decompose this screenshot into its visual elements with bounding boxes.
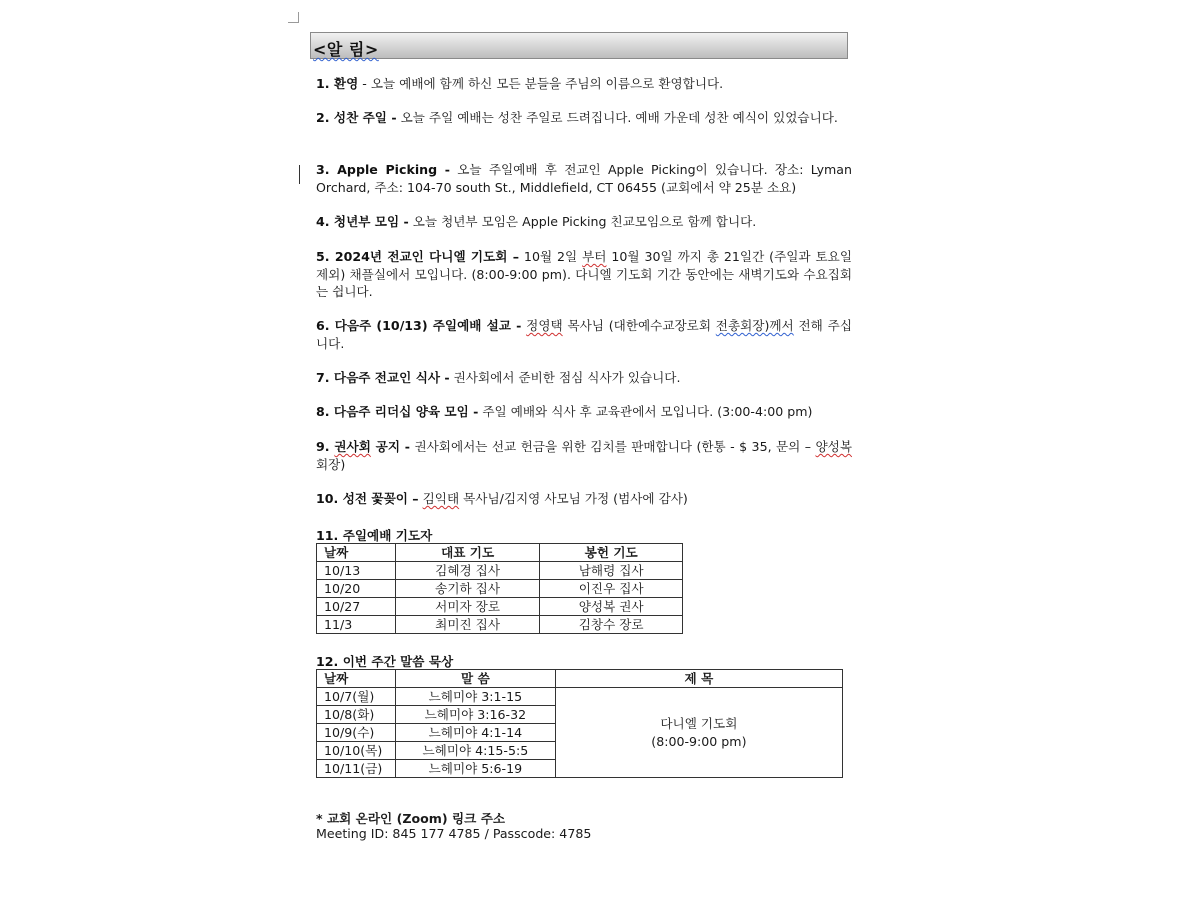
notice-2-text: 오늘 주일 예배는 성찬 주일로 드려집니다. 예배 가운데 성찬 예식이 있었습니다. xyxy=(396,110,838,125)
table-row: 10/11(금) 느헤미야 5:6-19 xyxy=(317,760,843,778)
notice-8-label: 8. 다음주 리더십 양육 모임 - xyxy=(316,404,479,419)
table-row: 10/9(수) 느헤미야 4:1-14 xyxy=(317,724,843,742)
notice-9: 9. 권사회 공지 - 권사회에서는 선교 헌금을 위한 김치를 판매합니다 (한통 - $ 35, 문의 – 양성복 회장) xyxy=(316,439,852,472)
prayer-table xyxy=(316,543,683,634)
notice-1: 1. 환영 - 오늘 예배에 함께 하신 모든 분들을 주님의 이름으로 환영합니다. xyxy=(316,76,724,91)
table-row: 11/3 최미진 집사 김창수 장로 xyxy=(317,616,683,634)
notice-5: 5. 2024년 전교인 다니엘 기도회 – 10월 2일 부터 10월 30일 까지 총 21일간 (주일과 토요일 제외) 채플실에서 모입니다. (8:00-9:00 pm). 다니엘 기도회 기간 동안에는 새벽기도와 수요집회는 쉽니다. xyxy=(316,249,852,299)
notice-10-label: 10. 성전 꽃꽂이 – xyxy=(316,491,419,506)
meditation-table xyxy=(316,669,843,778)
text-cursor xyxy=(299,165,300,184)
notice-7-label: 7. 다음주 전교인 식사 - xyxy=(316,370,450,385)
notice-8-text: 주일 예배와 식사 후 교육관에서 모입니다. (3:00-4:00 pm) xyxy=(478,404,813,419)
table-row: 10/7(월) 느헤미야 3:1-15 다니엘 기도회 (8:00-9:00 pm) xyxy=(317,688,843,706)
prayer-table-header: 날짜 대표 기도 봉헌 기도 xyxy=(317,544,683,562)
prayer-section-title: 11. 주일예배 기도자 xyxy=(316,528,433,543)
meditation-section-title: 12. 이번 주간 말씀 묵상 xyxy=(316,654,454,669)
meditation-topic: 다니엘 기도회 (8:00-9:00 pm) xyxy=(555,688,842,778)
zoom-meeting-info: Meeting ID: 845 177 4785 / Passcode: 4785 xyxy=(316,826,592,841)
notice-6-label: 6. 다음주 (10/13) 주일예배 설교 - xyxy=(316,318,522,333)
notice-8 xyxy=(316,403,852,421)
header-title: <알 림> xyxy=(313,40,379,59)
meditation-table-header: 날짜 말 씀 제 목 xyxy=(317,670,843,688)
notice-4 xyxy=(316,213,852,231)
notice-9-label: 9. 권사회 공지 - xyxy=(316,439,411,454)
table-row: 10/27 서미자 장로 양성복 권사 xyxy=(317,598,683,616)
table-row: 10/13 김혜경 집사 남해령 집사 xyxy=(317,562,683,580)
notice-2-label: 2. 성찬 주일 - xyxy=(316,110,397,125)
notice-10: 10. 성전 꽃꽂이 – 김익태 목사님/김지영 사모님 가정 (범사에 감사) xyxy=(316,491,688,506)
table-row: 10/20 송기하 집사 이진우 집사 xyxy=(317,580,683,598)
zoom-title: * 교회 온라인 (Zoom) 링크 주소 xyxy=(316,811,506,826)
table-row: 10/10(목) 느헤미야 4:15-5:5 xyxy=(317,742,843,760)
notice-3-label: 3. Apple Picking - xyxy=(316,162,451,177)
notice-1-text: 오늘 예배에 함께 하신 모든 분들을 주님의 이름으로 환영합니다. xyxy=(370,76,724,91)
notice-3-text: 오늘 주일예배 후 전교인 Apple Picking이 있습니다. 장소: Lyman Orchard, 주소: 104-70 south St., Middlefield, CT 06455 (교회에서 약 25분 소요) xyxy=(316,162,853,195)
notice-3 xyxy=(316,161,852,196)
announcement-header xyxy=(310,32,848,59)
table-row: 10/8(화) 느헤미야 3:16-32 xyxy=(317,706,843,724)
notice-4-label: 4. 청년부 모임 - xyxy=(316,214,409,229)
notice-7 xyxy=(316,369,852,387)
notice-1-label: 1. 환영 xyxy=(316,76,359,91)
notice-7-text: 권사회에서 준비한 점심 식사가 있습니다. xyxy=(449,370,681,385)
notice-4-text: 오늘 청년부 모임은 Apple Picking 친교모임으로 함께 합니다. xyxy=(408,214,757,229)
notice-2 xyxy=(316,109,852,127)
page-corner-mark xyxy=(288,12,299,23)
notice-5-label: 5. 2024년 전교인 다니엘 기도회 – xyxy=(316,249,520,264)
notice-6: 6. 다음주 (10/13) 주일예배 설교 - 정영택 목사님 (대한예수교장로회 전총회장)께서 전해 주십니다. xyxy=(316,318,852,351)
